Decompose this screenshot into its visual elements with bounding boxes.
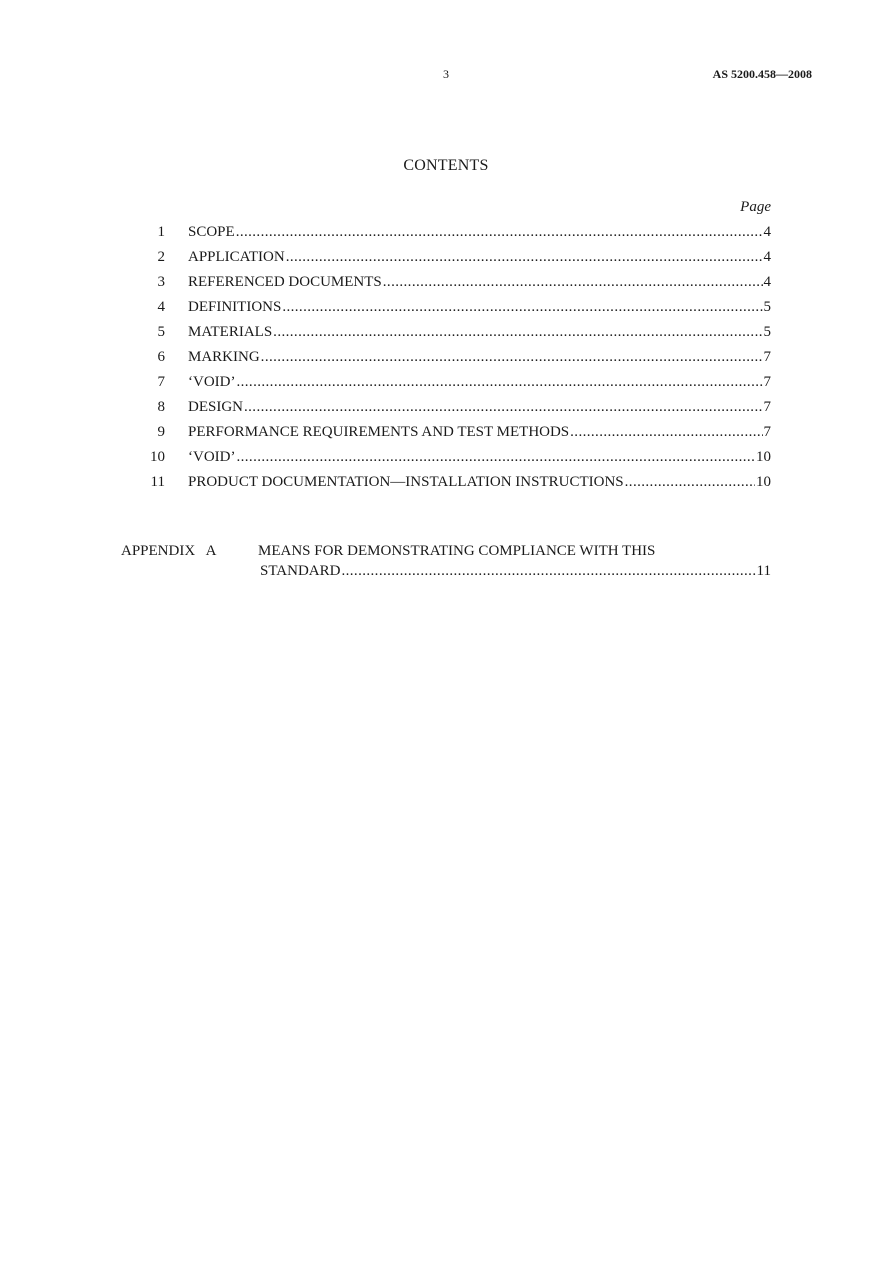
- toc-leader-dots: [282, 297, 762, 317]
- toc-entry-title: DESIGN: [188, 399, 243, 415]
- document-id: AS 5200.458—2008: [712, 67, 812, 81]
- toc-leader-dots: [273, 322, 762, 342]
- page-number: 3: [443, 67, 449, 81]
- toc-entry-title: ‘VOID’: [188, 449, 236, 465]
- toc-entry-page: 7: [763, 349, 771, 365]
- toc-entry-title: APPLICATION: [188, 249, 285, 265]
- toc-entry[interactable]: [130, 222, 771, 247]
- toc-entry-title: REFERENCED DOCUMENTS: [188, 274, 382, 290]
- toc-leader-dots: [625, 472, 755, 492]
- toc-entry-number: 9: [157, 424, 165, 440]
- toc-entry-title: DEFINITIONS: [188, 299, 282, 315]
- table-of-contents: [130, 222, 771, 497]
- toc-appendix-entry[interactable]: [121, 541, 771, 581]
- toc-entry-title: MARKING: [188, 349, 260, 365]
- toc-entry-page: 10: [756, 449, 771, 465]
- toc-entry-title: ‘VOID’: [188, 374, 236, 390]
- toc-entry-page: 7: [763, 424, 771, 440]
- toc-leader-dots: [570, 422, 762, 442]
- toc-leader-dots: [383, 272, 763, 292]
- toc-entry[interactable]: [130, 297, 771, 322]
- toc-entry-number: 1: [157, 224, 165, 240]
- toc-leader-dots: [236, 222, 763, 242]
- appendix-title: MEANS FOR DEMONSTRATING COMPLIANCE WITH THIS: [258, 543, 656, 559]
- toc-entry-page: 7: [763, 399, 771, 415]
- toc-entry[interactable]: [130, 397, 771, 422]
- toc-entry-page: 5: [763, 324, 771, 340]
- toc-entry-title: SCOPE: [188, 224, 235, 240]
- toc-entry[interactable]: [130, 247, 771, 272]
- toc-entry-title: PRODUCT DOCUMENTATION—INSTALLATION INSTRUCTIONS: [188, 474, 624, 490]
- toc-entry-title: PERFORMANCE REQUIREMENTS AND TEST METHODS: [188, 424, 570, 440]
- toc-entry-number: 5: [157, 324, 165, 340]
- toc-entry[interactable]: [130, 272, 771, 297]
- toc-entry-title: MATERIALS: [188, 324, 273, 340]
- page-column-label: Page: [740, 199, 771, 215]
- toc-entry-number: 7: [157, 374, 165, 390]
- toc-entry-number: 8: [157, 399, 165, 415]
- toc-leader-dots: [341, 561, 755, 581]
- toc-entry[interactable]: [130, 322, 771, 347]
- toc-entry[interactable]: [130, 347, 771, 372]
- toc-entry-page: 10: [756, 474, 771, 490]
- toc-entry[interactable]: [130, 422, 771, 447]
- toc-entry-number: 11: [150, 474, 165, 490]
- toc-entry[interactable]: [130, 447, 771, 472]
- toc-entry-page: 4: [763, 224, 771, 240]
- toc-entry-number: 10: [150, 449, 165, 465]
- toc-leader-dots: [261, 347, 763, 367]
- contents-heading: CONTENTS: [403, 157, 489, 174]
- toc-entry-page: 4: [763, 249, 771, 265]
- toc-leader-dots: [286, 247, 763, 267]
- toc-leader-dots: [244, 397, 763, 417]
- toc-entry-number: 6: [157, 349, 165, 365]
- appendix-page: 11: [756, 563, 771, 579]
- toc-entry[interactable]: [130, 472, 771, 497]
- toc-entry-page: 7: [763, 374, 771, 390]
- toc-entry-number: 4: [157, 299, 165, 315]
- toc-leader-dots: [236, 447, 755, 467]
- toc-leader-dots: [236, 372, 762, 392]
- toc-entry-page: 5: [763, 299, 771, 315]
- appendix-label: APPENDIX A: [121, 543, 217, 559]
- toc-entry-page: 4: [763, 274, 771, 290]
- appendix-title-continued: STANDARD: [260, 563, 341, 579]
- toc-entry-number: 2: [157, 249, 165, 265]
- toc-entry[interactable]: [130, 372, 771, 397]
- toc-entry-number: 3: [157, 274, 165, 290]
